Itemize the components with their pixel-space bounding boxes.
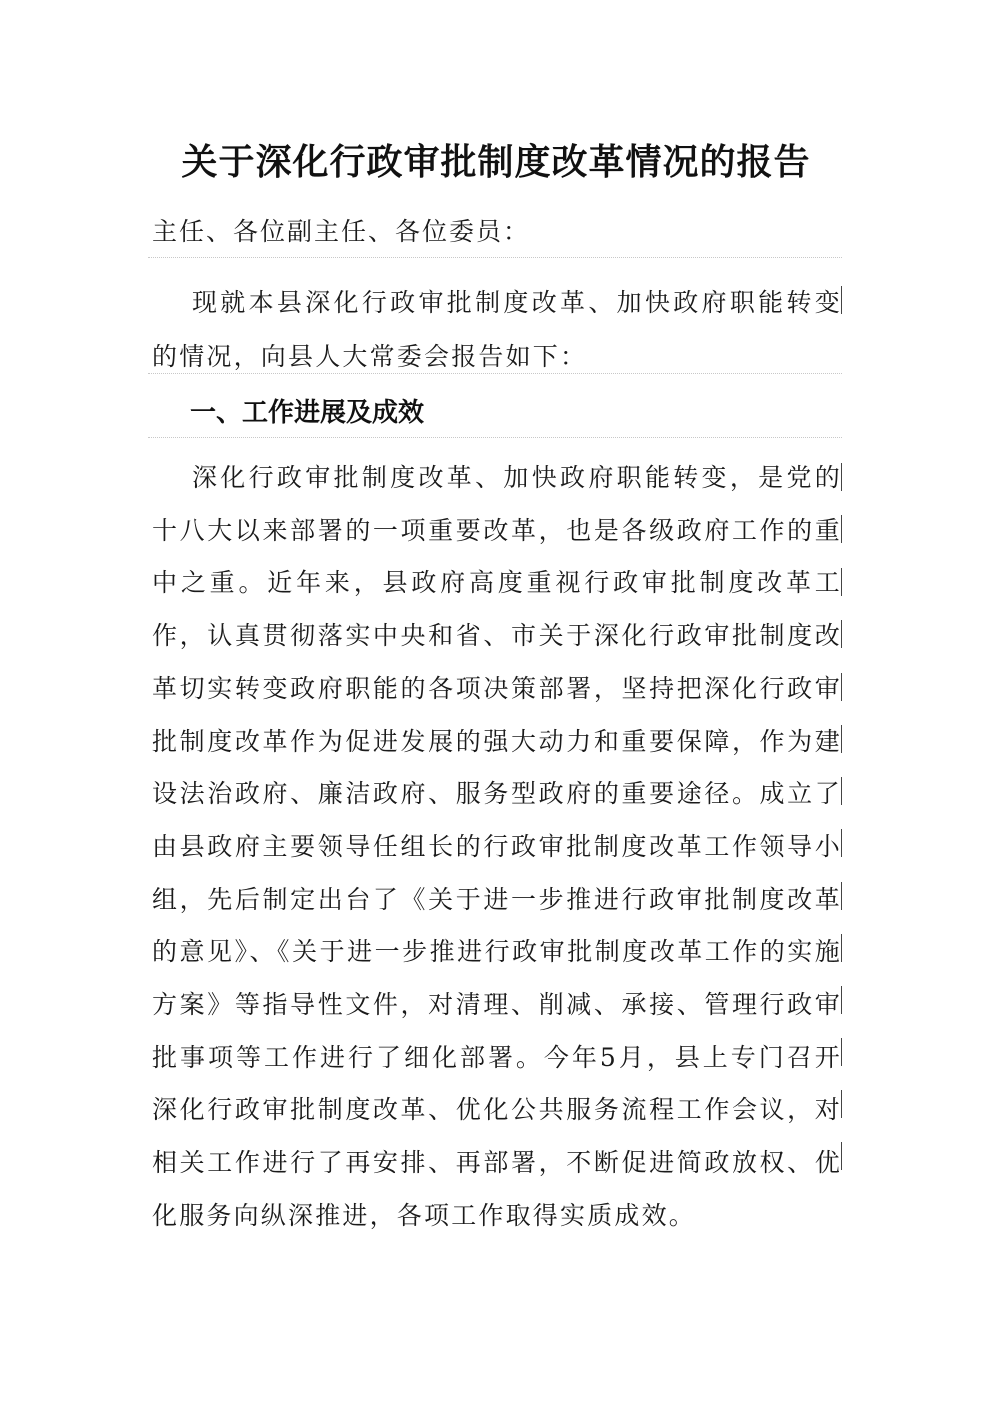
intro-paragraph: 现就本县深化行政审批制度改革、加快政府职能转变的情况，向县人大常委会报告如下：: [152, 288, 842, 371]
margin-mark: [841, 777, 842, 805]
margin-mark: [841, 515, 842, 543]
margin-mark: [841, 463, 842, 491]
margin-mark: [841, 286, 842, 314]
margin-mark: [841, 620, 842, 648]
margin-mark: [841, 568, 842, 596]
margin-mark: [841, 725, 842, 753]
margin-mark: [841, 673, 842, 701]
section-body-paragraph: 深化行政审批制度改革、加快政府职能转变，是党的十八大以来部署的一项重要改革，也是各级政府工作的重中之重。近年来，县政府高度重视行政审批制度改革工作，认真贯彻落实中央和省、市关于深化行政审批制度改革切实转变政府职能的各项决策部署，坚持把深化行政审批制度改革作为促进发展的强大动力和重要保障，作为建设法治政府、廉洁政府、服务型政府的重要途径。成立了由县政府主要领导任组长的行政审批制度改革工作领导小组，先后制定出台了《关于进一步推进行政审批制度改革的意见》、《关于进一步推进行政审批制度改革工作的实施方案》等指导性文件，对清理、削减、承接、管理行政审批事项等工作进行了细化部署。今年5月，县上专门召开深化行政审批制度改革、优化公共服务流程工作会议，对相关工作进行了再安排、再部署，不断促进简政放权、优化服务向纵深推进，各项工作取得实质成效。: [152, 463, 842, 1230]
margin-mark: [841, 882, 842, 910]
margin-mark: [841, 986, 842, 1014]
margin-mark: [841, 1142, 842, 1170]
document-title: 关于深化行政审批制度改革情况的报告: [181, 141, 811, 183]
margin-mark: [841, 934, 842, 962]
separator-line: [148, 257, 842, 258]
margin-mark: [841, 1038, 842, 1066]
separator-line: [148, 437, 842, 438]
salutation: 主任、各位副主任、各位委员：: [152, 217, 531, 246]
section-heading: 一、工作进展及成效: [190, 398, 425, 428]
separator-line: [148, 373, 842, 374]
margin-mark: [841, 1090, 842, 1118]
margin-mark: [841, 829, 842, 857]
